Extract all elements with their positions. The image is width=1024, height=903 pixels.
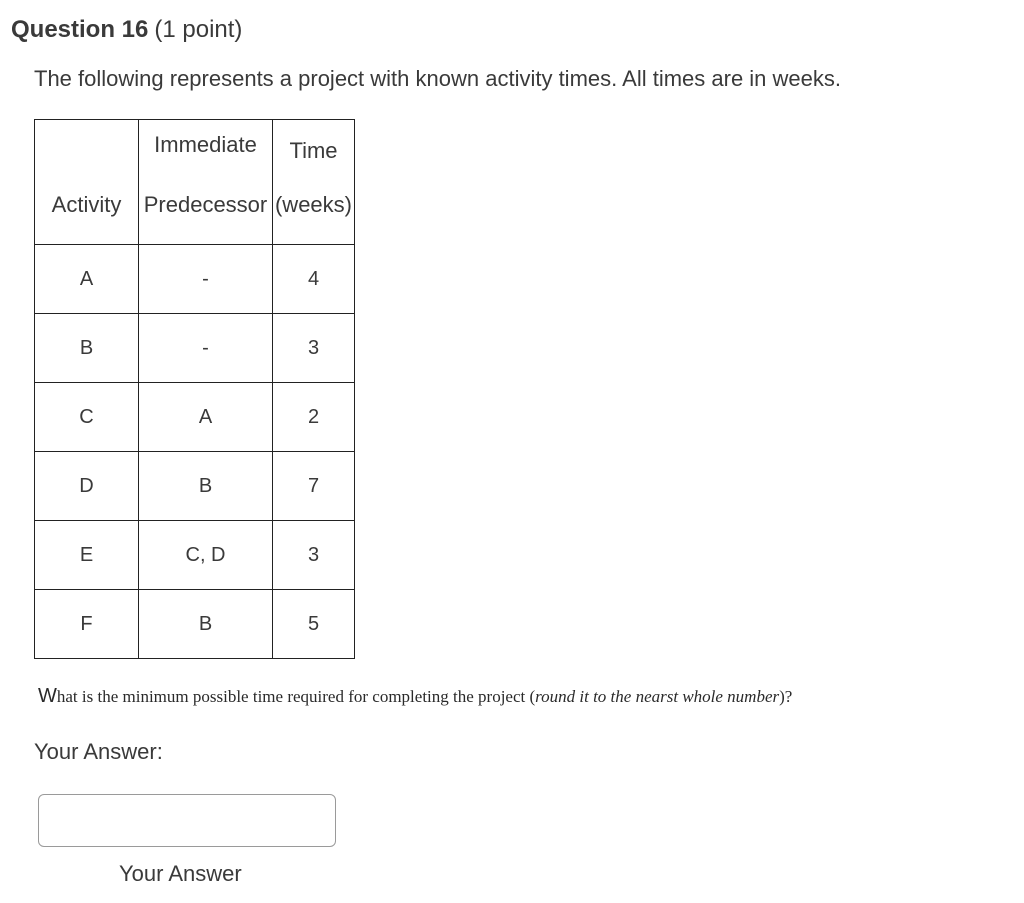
header-predecessor-top: Immediate [154, 132, 257, 157]
answer-caption: Your Answer [119, 861, 242, 886]
prompt-text-before: hat is the minimum possible time required for completing the project ( [56, 687, 536, 706]
header-predecessor-bottom: Predecessor [143, 192, 268, 217]
cell-activity: F [35, 590, 139, 659]
cell-predecessor: A [139, 383, 273, 452]
table-row [35, 521, 355, 590]
table-row [35, 314, 355, 383]
header-predecessor [139, 120, 273, 245]
answer-input[interactable] [38, 794, 336, 847]
table-row [35, 452, 355, 521]
prompt-text-after: )? [779, 687, 793, 706]
cell-activity: A [35, 245, 139, 314]
question-points: (1 point) [154, 16, 243, 43]
table-row [35, 590, 355, 659]
cell-predecessor: C, D [139, 521, 273, 590]
header-time [273, 120, 355, 245]
cell-activity: E [35, 521, 139, 590]
prompt-italic: round it to the nearst whole number [535, 687, 780, 706]
cell-time: 4 [273, 245, 355, 314]
table-row [35, 383, 355, 452]
answer-label: Your Answer: [34, 739, 163, 764]
table-row [35, 245, 355, 314]
cell-predecessor: - [139, 245, 273, 314]
header-time-top: Time [289, 138, 338, 163]
cell-activity: D [35, 452, 139, 521]
cell-time: 7 [273, 452, 355, 521]
cell-time: 3 [273, 521, 355, 590]
cell-predecessor: B [139, 452, 273, 521]
question-prompt [38, 685, 792, 708]
prompt-first-letter: W [38, 685, 57, 707]
cell-time: 2 [273, 383, 355, 452]
question-title: Question 16 [11, 16, 149, 43]
table-header-row [35, 120, 355, 245]
activity-table [34, 119, 355, 659]
cell-predecessor: - [139, 314, 273, 383]
header-activity-label: Activity [51, 192, 122, 217]
cell-time: 3 [273, 314, 355, 383]
question-intro: The following represents a project with known activity times. All times are in weeks. [34, 66, 841, 91]
cell-activity: C [35, 383, 139, 452]
cell-predecessor: B [139, 590, 273, 659]
cell-activity: B [35, 314, 139, 383]
header-activity [35, 120, 139, 245]
header-time-bottom: (weeks) [274, 192, 352, 217]
cell-time: 5 [273, 590, 355, 659]
question-header [11, 16, 242, 44]
